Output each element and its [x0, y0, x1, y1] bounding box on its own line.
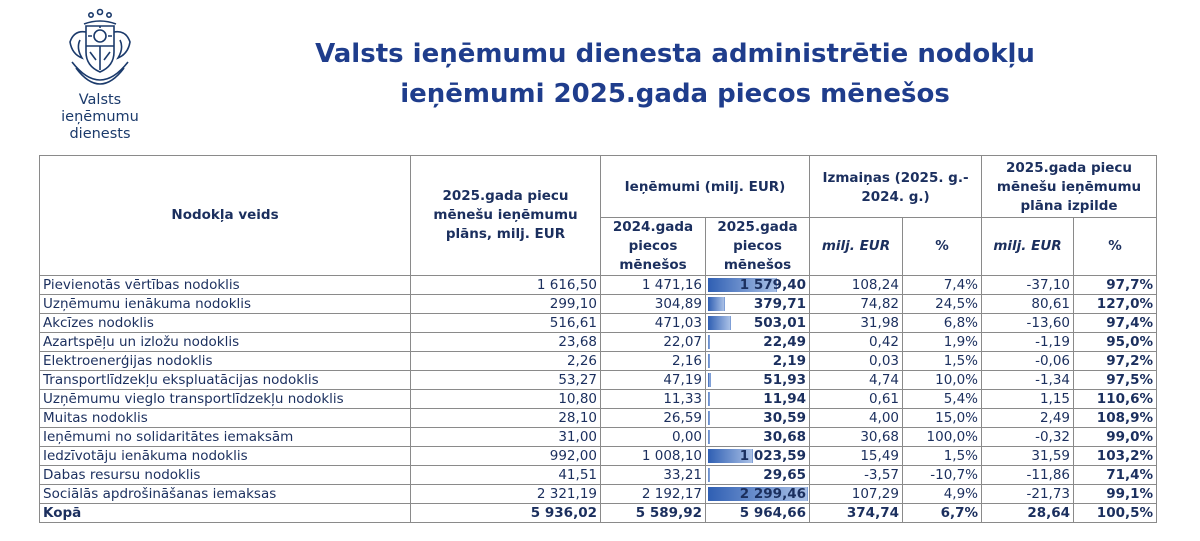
- table-row: [40, 333, 1157, 352]
- row-change-abs: 30,68: [810, 428, 903, 447]
- row-change-pct: 7,4%: [903, 276, 982, 295]
- row-change-abs: 0,61: [810, 390, 903, 409]
- row-exec-pct: 97,5%: [1074, 371, 1157, 390]
- data-bar: [708, 354, 710, 368]
- row-plan: 2 321,19: [411, 485, 601, 504]
- row-change-pct: 6,8%: [903, 314, 982, 333]
- row-rev-2025: [706, 485, 810, 504]
- row-name: Pievienotās vērtības nodoklis: [40, 276, 411, 295]
- row-change-abs: 31,98: [810, 314, 903, 333]
- header-tax-type: Nodokļa veids: [40, 156, 411, 276]
- row-name: Dabas resursu nodoklis: [40, 466, 411, 485]
- header-exec-pct: %: [1074, 218, 1157, 276]
- row-rev-2025: [706, 390, 810, 409]
- row-rev-2025: [706, 371, 810, 390]
- row-rev-2025-value: 11,94: [763, 390, 806, 407]
- row-exec-abs: -37,10: [982, 276, 1074, 295]
- row-rev-2025-value: 1 023,59: [739, 447, 806, 464]
- row-rev-2025: [706, 352, 810, 371]
- row-name: Muitas nodoklis: [40, 409, 411, 428]
- row-exec-pct: 97,2%: [1074, 352, 1157, 371]
- row-rev-2025-value: 503,01: [753, 314, 806, 331]
- row-rev-2025: [706, 314, 810, 333]
- total-change-abs: 374,74: [810, 504, 903, 523]
- header-exec-abs: milj. EUR: [982, 218, 1074, 276]
- row-change-abs: 15,49: [810, 447, 903, 466]
- tax-revenue-table: [39, 155, 1157, 523]
- row-exec-abs: -0,06: [982, 352, 1074, 371]
- row-change-abs: 0,03: [810, 352, 903, 371]
- data-bar: [708, 335, 710, 349]
- row-name: Uzņēmumu vieglo transportlīdzekļu nodoklis: [40, 390, 411, 409]
- header-change-abs: milj. EUR: [810, 218, 903, 276]
- row-name: Ieņēmumi no solidaritātes iemaksām: [40, 428, 411, 447]
- logo-text-line2: dienests: [69, 126, 131, 142]
- row-rev-2024: 1 471,16: [601, 276, 706, 295]
- row-exec-pct: 127,0%: [1074, 295, 1157, 314]
- row-rev-2024: 22,07: [601, 333, 706, 352]
- row-change-abs: 107,29: [810, 485, 903, 504]
- header-revenue-2024: 2024.gada piecos mēnešos: [601, 218, 706, 276]
- row-name: Transportlīdzekļu ekspluatācijas nodoklis: [40, 371, 411, 390]
- table-row: [40, 352, 1157, 371]
- page-title-line2: ieņēmumi 2025.gada piecos mēnešos: [400, 79, 950, 109]
- table-row: [40, 371, 1157, 390]
- row-exec-abs: 80,61: [982, 295, 1074, 314]
- row-exec-pct: 95,0%: [1074, 333, 1157, 352]
- row-rev-2025-value: 30,68: [763, 428, 806, 445]
- row-plan: 10,80: [411, 390, 601, 409]
- row-exec-abs: -0,32: [982, 428, 1074, 447]
- row-exec-abs: -1,34: [982, 371, 1074, 390]
- row-plan: 41,51: [411, 466, 601, 485]
- row-exec-pct: 110,6%: [1074, 390, 1157, 409]
- row-change-abs: 108,24: [810, 276, 903, 295]
- row-rev-2024: 1 008,10: [601, 447, 706, 466]
- total-plan: 5 936,02: [411, 504, 601, 523]
- row-name: Iedzīvotāju ienākuma nodoklis: [40, 447, 411, 466]
- row-plan: 2,26: [411, 352, 601, 371]
- row-change-abs: 0,42: [810, 333, 903, 352]
- row-change-pct: 1,9%: [903, 333, 982, 352]
- row-exec-abs: 31,59: [982, 447, 1074, 466]
- header-revenue: Ieņēmumi (milj. EUR): [601, 156, 810, 218]
- row-rev-2025-value: 22,49: [763, 333, 806, 350]
- row-exec-pct: 103,2%: [1074, 447, 1157, 466]
- row-rev-2024: 0,00: [601, 428, 706, 447]
- row-change-pct: 4,9%: [903, 485, 982, 504]
- row-rev-2024: 47,19: [601, 371, 706, 390]
- row-rev-2025-value: 1 579,40: [739, 276, 806, 293]
- table-row: [40, 485, 1157, 504]
- row-exec-pct: 99,1%: [1074, 485, 1157, 504]
- row-rev-2025-value: 2,19: [772, 352, 806, 369]
- row-exec-pct: 97,7%: [1074, 276, 1157, 295]
- table-row: [40, 409, 1157, 428]
- table-row: [40, 447, 1157, 466]
- header-plan-execution: 2025.gada piecu mēnešu ieņēmumu plāna izpilde: [982, 156, 1157, 218]
- row-rev-2025-value: 51,93: [763, 371, 806, 388]
- row-change-pct: -10,7%: [903, 466, 982, 485]
- row-rev-2024: 471,03: [601, 314, 706, 333]
- row-plan: 31,00: [411, 428, 601, 447]
- row-change-pct: 24,5%: [903, 295, 982, 314]
- total-name: Kopā: [40, 504, 411, 523]
- row-plan: 992,00: [411, 447, 601, 466]
- row-exec-abs: 1,15: [982, 390, 1074, 409]
- header-plan: 2025.gada piecu mēnešu ieņēmumu plāns, milj. EUR: [411, 156, 601, 276]
- row-exec-abs: -1,19: [982, 333, 1074, 352]
- row-exec-pct: 99,0%: [1074, 428, 1157, 447]
- table-row: [40, 390, 1157, 409]
- total-rev-2024: 5 589,92: [601, 504, 706, 523]
- row-rev-2024: 2 192,17: [601, 485, 706, 504]
- row-rev-2024: 26,59: [601, 409, 706, 428]
- row-exec-pct: 108,9%: [1074, 409, 1157, 428]
- row-rev-2024: 2,16: [601, 352, 706, 371]
- row-name: Uzņēmumu ienākuma nodoklis: [40, 295, 411, 314]
- coat-of-arms-icon: [60, 2, 140, 88]
- row-plan: 28,10: [411, 409, 601, 428]
- row-exec-abs: 2,49: [982, 409, 1074, 428]
- row-rev-2025-value: 30,59: [763, 409, 806, 426]
- row-rev-2025: [706, 276, 810, 295]
- table-row: [40, 466, 1157, 485]
- vid-logo: [40, 2, 160, 143]
- row-rev-2025-value: 29,65: [763, 466, 806, 483]
- row-plan: 299,10: [411, 295, 601, 314]
- row-exec-pct: 97,4%: [1074, 314, 1157, 333]
- row-rev-2025: [706, 295, 810, 314]
- total-rev-2025: 5 964,66: [706, 504, 810, 523]
- table-row: [40, 295, 1157, 314]
- row-name: Sociālās apdrošināšanas iemaksas: [40, 485, 411, 504]
- row-change-pct: 15,0%: [903, 409, 982, 428]
- row-rev-2025: [706, 409, 810, 428]
- data-bar: [708, 430, 710, 444]
- header-change-pct: %: [903, 218, 982, 276]
- header-revenue-2025: 2025.gada piecos mēnešos: [706, 218, 810, 276]
- total-change-pct: 6,7%: [903, 504, 982, 523]
- row-rev-2025: [706, 333, 810, 352]
- table-row: [40, 428, 1157, 447]
- row-change-pct: 100,0%: [903, 428, 982, 447]
- row-rev-2025: [706, 466, 810, 485]
- row-plan: 53,27: [411, 371, 601, 390]
- row-rev-2024: 11,33: [601, 390, 706, 409]
- logo-text-line1: Valsts ieņēmumu: [61, 92, 139, 125]
- row-exec-pct: 71,4%: [1074, 466, 1157, 485]
- header-change: Izmaiņas (2025. g.- 2024. g.): [810, 156, 982, 218]
- data-bar: [708, 316, 731, 330]
- row-change-abs: 74,82: [810, 295, 903, 314]
- data-bar: [708, 373, 711, 387]
- row-change-pct: 1,5%: [903, 352, 982, 371]
- total-exec-abs: 28,64: [982, 504, 1074, 523]
- data-bar: [708, 392, 710, 406]
- total-exec-pct: 100,5%: [1074, 504, 1157, 523]
- row-change-pct: 1,5%: [903, 447, 982, 466]
- row-change-abs: 4,74: [810, 371, 903, 390]
- table-row: [40, 276, 1157, 295]
- row-name: Elektroenerģijas nodoklis: [40, 352, 411, 371]
- row-change-pct: 10,0%: [903, 371, 982, 390]
- row-change-abs: -3,57: [810, 466, 903, 485]
- row-name: Azartspēļu un izložu nodoklis: [40, 333, 411, 352]
- row-plan: 23,68: [411, 333, 601, 352]
- row-rev-2025: [706, 428, 810, 447]
- row-rev-2025: [706, 447, 810, 466]
- row-plan: 516,61: [411, 314, 601, 333]
- row-rev-2024: 304,89: [601, 295, 706, 314]
- row-plan: 1 616,50: [411, 276, 601, 295]
- row-exec-abs: -11,86: [982, 466, 1074, 485]
- data-bar: [708, 468, 710, 482]
- data-bar: [708, 297, 725, 311]
- row-name: Akcīzes nodoklis: [40, 314, 411, 333]
- table-row: [40, 314, 1157, 333]
- data-bar: [708, 411, 710, 425]
- row-rev-2025-value: 379,71: [753, 295, 806, 312]
- row-exec-abs: -21,73: [982, 485, 1074, 504]
- row-change-abs: 4,00: [810, 409, 903, 428]
- row-rev-2025-value: 2 299,46: [739, 485, 806, 502]
- row-change-pct: 5,4%: [903, 390, 982, 409]
- row-exec-abs: -13,60: [982, 314, 1074, 333]
- page-title-line1: Valsts ieņēmumu dienesta administrētie nodokļu: [315, 39, 1035, 69]
- row-rev-2024: 33,21: [601, 466, 706, 485]
- table-total-row: [40, 504, 1157, 523]
- page-title: [190, 34, 1160, 114]
